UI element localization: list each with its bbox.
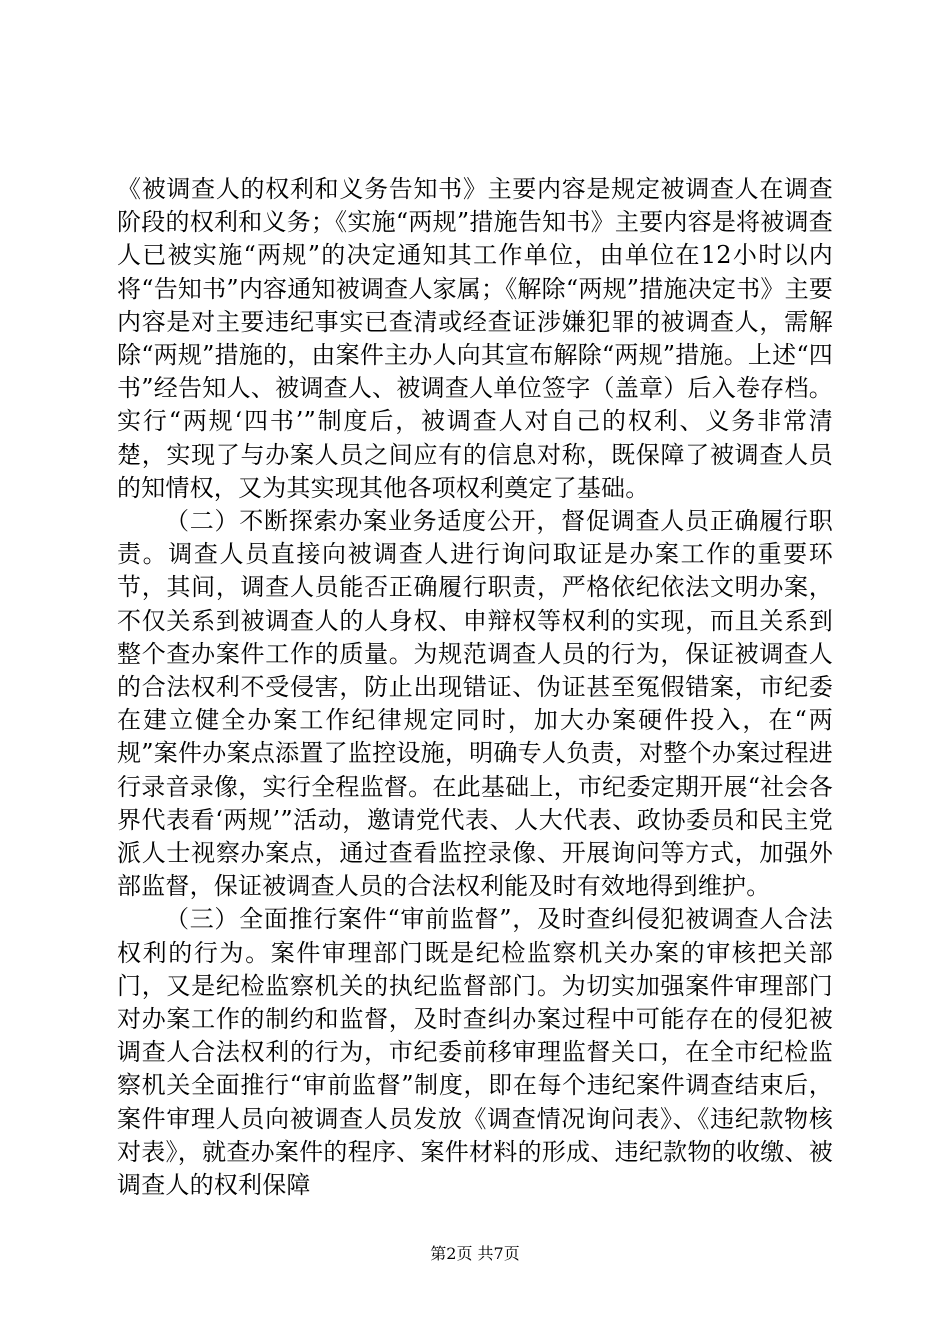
paragraph-3: （三）全面推行案件“审前监督”，及时查纠侵犯被调查人合法权利的行为。案件审理部门既是纪检监察机关办案的审核把关部门，又是纪检监察机关的执纪监督部门。为切实加强案件审理部门对办案工作的制约和监督，及时查纠办案过程中可能存在的侵犯被调查人合法权利的行为，市纪委前移审理监督关口，在全市纪检监察机关全面推行“审前监督”制度，即在每个违纪案件调查结束后，案件审理人员向被调查人员发放《调查情况询问表》、《违纪款物核对表》，就查办案件的程序、案件材料的形成、违纪款物的收缴、被调查人的权利保障 (117, 905, 833, 1200)
document-body (117, 173, 833, 1202)
paragraph-2: （二）不断探索办案业务适度公开，督促调查人员正确履行职责。调查人员直接向被调查人进行询问取证是办案工作的重要环节，其间，调查人员能否正确履行职责，严格依纪依法文明办案，不仅关系到被调查人的人身权、申辩权等权利的实现，而且关系到整个查办案件工作的质量。为规范调查人员的行为，保证被调查人的合法权利不受侵害，防止出现错证、伪证甚至冤假错案，市纪委在建立健全办案工作纪律规定同时，加大办案硬件投入，在“两规”案件办案点添置了监控设施，明确专人负责，对整个办案过程进行录音录像，实行全程监督。在此基础上，市纪委定期开展“社会各界代表看‘两规’”活动，邀请党代表、人大代表、政协委员和民主党派人士视察办案点，通过查看监控录像、开展询问等方式，加强外部监督，保证被调查人员的合法权利能及时有效地得到维护。 (117, 507, 833, 901)
paragraph-1: 《被调查人的权利和义务告知书》主要内容是规定被调查人在调查阶段的权利和义务；《实施“两规”措施告知书》主要内容是将被调查人已被实施“两规”的决定通知其工作单位，由单位在12小时以内将“告知书”内容通知被调查人家属；《解除“两规”措施决定书》主要内容是对主要违纪事实已查清或经查证涉嫌犯罪的被调查人，需解除“两规”措施的，由案件主办人向其宣布解除“两规”措施。上述“四书”经告知人、被调查人、被调查人单位签字（盖章）后入卷存档。实行“两规‘四书’”制度后，被调查人对自己的权利、义务非常清楚，实现了与办案人员之间应有的信息对称，既保障了被调查人员的知情权，又为其实现其他各项权利奠定了基础。 (117, 175, 833, 502)
page-number-footer: 第2页 共7页 (430, 1244, 520, 1263)
